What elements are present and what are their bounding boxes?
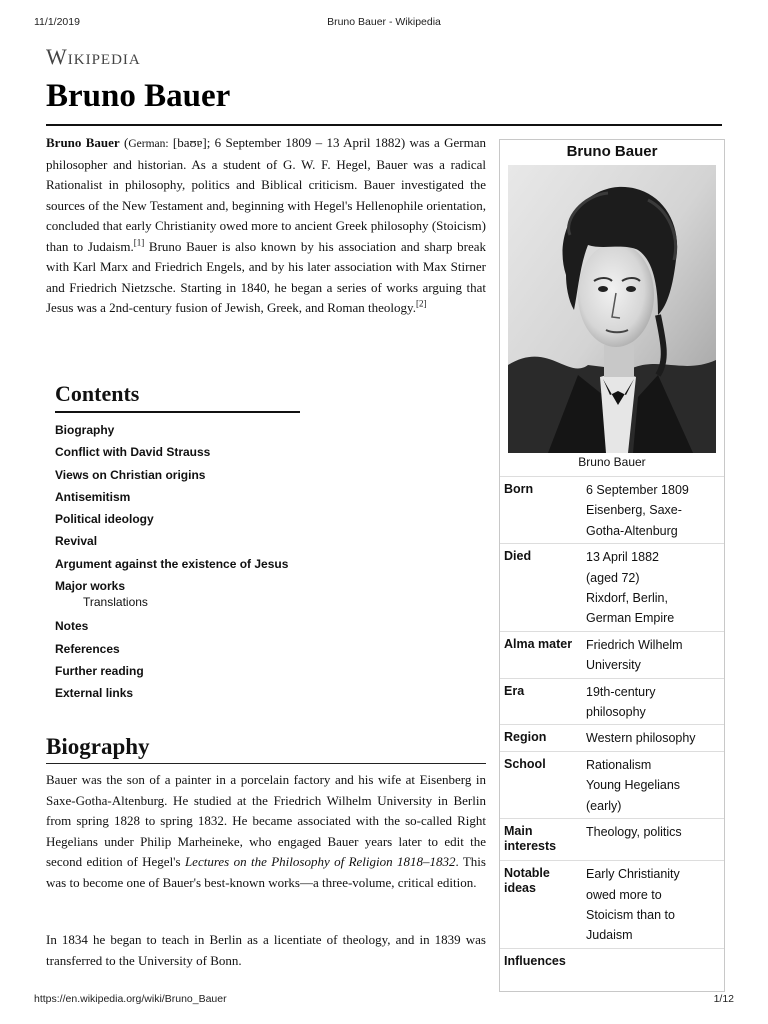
toc-item-major-works[interactable]: Major works — [55, 579, 126, 594]
lead-text-2: Bruno Bauer is also known by his association and sharp break with Karl Marx and Friedrich Engels, and by his later association with Max Stirner and Friedrich Nietzsche. Starting in 1840, he began a series of works arguing that Jesus was a 2nd-century fusion of Jewish, Greek, and Roman theology. — [46, 238, 486, 315]
infobox-value — [586, 755, 724, 816]
infobox-value-line: (early) — [586, 798, 622, 813]
infobox-value-line[interactable]: Western philosophy — [586, 731, 696, 746]
infobox-label: Died — [504, 549, 532, 564]
infobox-label: School — [504, 756, 546, 771]
contents-heading: Contents — [55, 381, 300, 413]
infobox-value-line: 6 September 1809 — [586, 483, 689, 497]
print-page-title: Bruno Bauer - Wikipedia — [327, 16, 441, 28]
lead-name: Bruno Bauer — [46, 135, 120, 150]
toc-item-further-reading[interactable]: Further reading — [55, 663, 144, 678]
citation-1[interactable]: [1] — [133, 237, 145, 248]
print-page-number: 1/12 — [713, 993, 734, 1005]
bio-p1-text-b: . This was to become one of Bauer's best-known works—a three-volume, critical edition. — [46, 854, 486, 890]
infobox-row-alma-mater — [500, 631, 724, 678]
toc-list — [55, 419, 300, 705]
infobox-value-line: (aged 72) — [586, 570, 640, 585]
infobox-row-died — [500, 543, 724, 631]
infobox-value-line[interactable]: Gotha-Altenburg — [586, 523, 678, 538]
print-url: https://en.wikipedia.org/wiki/Bruno_Bauer — [34, 993, 227, 1005]
toc-item-external-links[interactable]: External links — [55, 686, 134, 701]
infobox-value — [586, 480, 724, 541]
infobox-value-line[interactable]: Young Hegelians — [586, 778, 681, 793]
infobox-value-line[interactable]: 19th-century — [586, 684, 656, 699]
biography-heading: Biography — [46, 734, 150, 759]
infobox-label: Alma mater — [504, 636, 573, 651]
infobox-title: Bruno Bauer — [566, 143, 658, 160]
infobox-row-school — [500, 751, 724, 818]
infobox-value-line[interactable]: Theology, politics — [586, 825, 682, 840]
infobox-value — [586, 864, 724, 946]
infobox — [499, 139, 725, 992]
biography-paragraph-1 — [46, 770, 486, 894]
lead-text-1: [baʊɐ]; 6 September 1809 – 13 April 1882) was a German philosopher and historian. As a student of G. W. F. Hegel, Bauer was a radical Rationalist in philosophy, politics and Biblical criticism. Bauer investigated the sources of the New Testament and, beginning with Hegel's Hellenophile orientation, concluded that early Christianity owed more to ancient Greek philosophy (Stoicism) than to Judaism. — [46, 135, 486, 254]
infobox-row-main-interests — [500, 818, 724, 860]
portrait-caption: Bruno Bauer — [578, 455, 646, 469]
infobox-value-line[interactable]: Eisenberg, Saxe- — [586, 503, 682, 518]
infobox-label: Main interests — [504, 824, 557, 854]
german-link[interactable]: German: — [128, 138, 169, 150]
toc-item-antisemitism[interactable]: Antisemitism — [55, 489, 131, 504]
toc-item-notes[interactable]: Notes — [55, 619, 89, 634]
infobox-row-influences[interactable] — [500, 948, 724, 978]
infobox-value-line[interactable]: University — [586, 658, 641, 673]
infobox-label: Era — [504, 683, 525, 698]
infobox-value-line: Early Christianity — [586, 867, 680, 882]
title-divider — [46, 124, 722, 126]
infobox-row-born — [500, 476, 724, 543]
infobox-label: Born — [504, 482, 534, 496]
toc-item-conflict-strauss[interactable]: Conflict with David Strauss — [55, 445, 211, 460]
infobox-value-line[interactable]: Rationalism — [586, 757, 652, 772]
toc-item-revival[interactable]: Revival — [55, 534, 98, 549]
infobox-value-line[interactable]: German Empire — [586, 611, 675, 626]
infobox-label: Influences — [504, 953, 566, 968]
infobox-value-line: Stoicism than to — [586, 907, 675, 922]
page-title: Bruno Bauer — [46, 78, 231, 114]
citation-2[interactable]: [2] — [415, 298, 427, 309]
lead-paren: ( — [119, 135, 129, 150]
infobox-row-era — [500, 678, 724, 725]
toc-item-translations[interactable]: Translations — [83, 595, 148, 610]
toc-item-existence-of-jesus[interactable]: Argument against the existence of Jesus — [55, 556, 289, 571]
biography-divider — [46, 763, 486, 764]
infobox-value — [586, 822, 724, 858]
bio-p1-text-a: Bauer was the son of a painter in a porcelain factory and his wife at Eisenberg in Saxe-Gotha-Altenburg. He studied at the Friedrich Wilhelm University in Berlin from spring 1828 to spring 1832. He became associated with the so-called Right Hegelians under Philip Marheineke, who engaged Bauer years later to edit the second edition of Hegel's — [46, 772, 486, 870]
infobox-value-line: owed more to — [586, 887, 662, 902]
infobox-value — [586, 728, 724, 748]
infobox-label: Notable ideas — [504, 866, 550, 896]
bio-p1-book-title: Lectures on the Philosophy of Religion 1818–1832 — [184, 854, 456, 870]
toc-item-political-ideology[interactable]: Political ideology — [55, 512, 154, 527]
table-of-contents — [55, 381, 300, 705]
infobox-value-line[interactable]: Friedrich Wilhelm — [586, 637, 683, 652]
biography-paragraph-2: In 1834 he began to teach in Berlin as a licentiate of theology, and in 1839 was transferred to the University of Bonn. — [46, 932, 486, 968]
infobox-value-line: Judaism — [586, 928, 633, 943]
infobox-value-line[interactable]: Rixdorf, Berlin, — [586, 591, 668, 606]
infobox-rows — [500, 476, 724, 978]
infobox-row-notable-ideas — [500, 860, 724, 948]
portrait-image[interactable] — [508, 165, 716, 453]
infobox-value — [586, 635, 724, 676]
infobox-value-line: 13 April 1882 — [586, 550, 659, 565]
toc-item-references[interactable]: References — [55, 641, 120, 656]
infobox-row-region — [500, 724, 724, 750]
print-date: 11/1/2019 — [34, 16, 80, 28]
infobox-label: Region — [504, 730, 547, 745]
infobox-value-line[interactable]: philosophy — [586, 705, 646, 720]
lead-paragraph — [46, 133, 486, 319]
infobox-value — [586, 682, 724, 723]
toc-item-biography[interactable]: Biography — [55, 423, 115, 437]
toc-item-christian-origins[interactable]: Views on Christian origins — [55, 467, 206, 482]
print-header — [34, 16, 734, 30]
wikipedia-logo[interactable]: Wikipedia — [46, 44, 141, 69]
infobox-value — [586, 547, 724, 629]
